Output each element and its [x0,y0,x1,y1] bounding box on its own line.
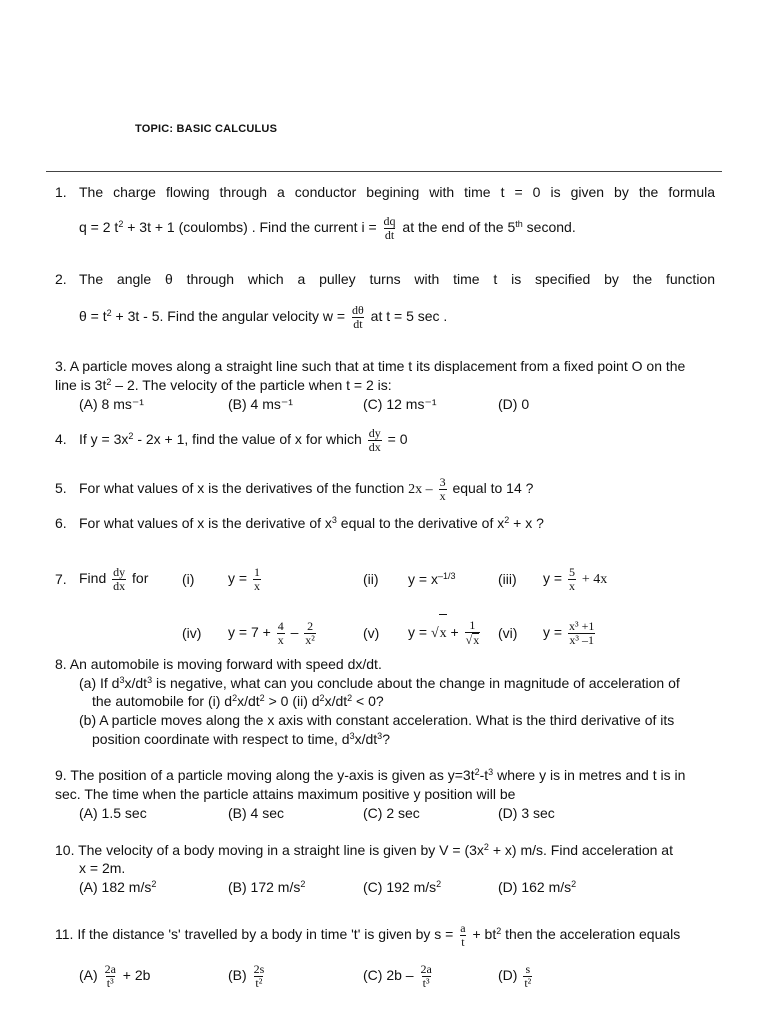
superscript: 2 [483,842,489,852]
question-text [55,767,685,783]
numerator: dθ [352,302,364,317]
fraction-dy-dx [368,427,382,454]
question-number: 2. [55,271,67,287]
numerator: 2 [307,618,314,633]
text: Find [79,570,107,586]
text: (C) 192 m/s [363,879,437,895]
text: < 0? [352,693,384,709]
header-divider [46,171,722,172]
part-iv-label: (iv) [182,625,202,641]
part-i-expression [228,560,263,596]
text: the automobile for (i) d [92,693,233,709]
radicand: x [473,633,480,648]
text: (A) [79,967,98,983]
denominator: √x [465,633,480,648]
text: 9. The position of a particle moving along the y-axis is given as y=3t [55,767,475,783]
option-a: (A) 8 ms⁻¹ [79,396,144,412]
text: y = [228,570,248,586]
part-ii-label: (ii) [363,571,379,587]
fraction [304,620,316,647]
superscript: 3 [147,675,153,685]
fraction-dtheta-dt [351,304,365,331]
text: x/dt [324,693,348,709]
denominator: dt [353,316,363,331]
text: for [132,570,149,586]
denominator: x [568,578,575,593]
superscript: 2 [232,693,238,703]
text: y = 7 + [228,624,271,640]
text: equal to the derivative of x [336,515,505,531]
text: + 3t + 1 (coulombs) . Find the current i = [123,219,377,235]
text: (B) 172 m/s [228,879,301,895]
part-ii-expression [408,571,456,587]
option-b: (B) 4 ms⁻¹ [228,396,293,412]
denominator: x [253,578,260,593]
question-text-part-a-cont [92,693,384,709]
denominator: t² [255,975,263,990]
superscript: 2 [319,693,325,703]
text: position coordinate with respect to time, d [92,731,350,747]
text: + x) m/s. Find acceleration at [488,842,673,858]
text: y = [543,570,563,586]
numerator: x³ +1 [568,618,595,633]
question-text-line2 [55,377,392,393]
superscript: –1/3 [437,571,456,581]
text: + 3t - 5. Find the angular velocity w = [111,308,346,324]
text: > 0 (ii) d [264,693,320,709]
expression: 2x – [408,482,433,497]
sqrt-expression: √x [431,626,447,641]
text: x/dt [354,731,378,747]
text: - 2x + 1, find the value of x for which [133,431,362,447]
text: For what values of x is the derivative of x [79,515,332,531]
fraction [104,963,117,990]
text: = 0 [383,431,408,447]
radicand: x [439,614,447,653]
text: at t = 5 sec . [366,308,448,324]
part-vi-expression [543,613,597,651]
fraction [253,566,261,593]
question-text [55,916,680,952]
denominator: dt [384,227,395,242]
denominator: t³ [422,975,430,990]
fraction [277,620,285,647]
text: – [290,624,299,640]
numerator: s [525,961,531,976]
numerator: 2a [420,961,432,976]
text: + bt [468,926,497,942]
denominator: t² [524,975,532,990]
option-d [498,879,576,895]
part-v-label: (v) [363,625,380,641]
question-text-line2: x = 2m. [79,860,126,876]
question-text-part-b: (b) A particle moves along the x axis with constant acceleration. What is the third derivative of its [79,712,675,728]
superscript: 2 [106,308,112,318]
superscript: th [515,219,523,229]
text: – 2. The velocity of the particle when t = 2 is: [111,377,392,393]
option-d: (D) 3 sec [498,805,555,821]
text: equal to 14 ? [448,480,534,496]
question-text: 8. An automobile is moving forward with speed dx/dt. [55,656,382,672]
option-b: (B) 4 sec [228,805,285,821]
question-text [55,842,673,858]
superscript: 3 [377,731,383,741]
text: (D) 162 m/s [498,879,572,895]
numerator: dq [383,213,396,228]
text: + 2b [122,967,151,983]
numerator: 5 [568,564,575,579]
denominator: x [277,632,284,647]
fraction-3-x [439,476,447,503]
part-iii-label: (iii) [498,571,517,587]
question-text: 3. A particle moves along a straight line such that at time t its displacement from a fixed point O on the [55,358,686,374]
part-iii-expression [543,560,607,598]
fraction [568,566,576,593]
expression: + 4x [581,572,608,587]
question-number: 4. [55,431,67,447]
denominator: t [461,934,465,949]
text: where y is in metres and t is in [493,767,686,783]
superscript: 2 [118,219,124,229]
question-text-part-a [79,675,680,691]
part-iv-expression [228,613,318,651]
question-7-intro [79,560,148,596]
superscript: 2 [106,377,112,387]
question-text [79,470,533,508]
text: + x ? [509,515,544,531]
denominator: x [439,488,446,503]
superscript: 2 [128,431,134,441]
text: (A) 182 m/s [79,879,152,895]
superscript: 2 [474,767,480,777]
option-c: (C) 12 ms⁻¹ [363,396,437,412]
fraction [465,619,481,647]
denominator: dx [368,439,381,454]
numerator: dy [113,564,126,579]
question-text [79,421,407,457]
question-text-line2 [79,210,576,244]
denominator: t³ [106,975,114,990]
text: ? [382,731,390,747]
text: at the end of the 5 [398,219,516,235]
text: (D) [498,967,518,983]
superscript: 2 [259,693,265,703]
option-a: (A) 1.5 sec [79,805,147,821]
fraction [419,963,432,990]
option-c [363,879,441,895]
text: If y = 3x [79,431,129,447]
numerator: 4 [277,618,284,633]
text: (B) [228,967,247,983]
text: then the acceleration equals [501,926,681,942]
superscript: 2 [436,879,442,889]
superscript: 2 [496,926,502,936]
superscript: 3 [331,515,337,525]
text: is negative, what can you conclude about the change in magnitude of acceleration of [152,675,680,691]
superscript: 2 [504,515,510,525]
option-c [363,956,435,994]
numerator: 3 [439,474,446,489]
text: θ = t [79,308,107,324]
superscript: 3 [488,767,494,777]
superscript: 2 [347,693,353,703]
question-text: The charge flowing through a conductor begining with time t = 0 is given by the formula [79,184,715,200]
text: x/dt [124,675,148,691]
numerator: 1 [469,618,476,633]
question-number: 7. [55,571,67,587]
option-d: (D) 0 [498,396,530,412]
numerator: dy [368,425,381,440]
superscript: 2 [571,879,577,889]
text: + [450,624,459,640]
text: 11. If the distance 's' travelled by a body in time 't' is given by s = [55,926,454,942]
text: 10. The velocity of a body moving in a straight line is given by V = (3x [55,842,484,858]
text: q = 2 t [79,219,119,235]
question-number: 6. [55,515,67,531]
superscript: 2 [300,879,306,889]
text: x/dt [237,693,260,709]
denominator: x² [305,632,315,647]
fraction [523,963,532,990]
part-vi-label: (vi) [498,625,518,641]
text: -t [479,767,489,783]
text: (a) If d [79,675,120,691]
numerator: 1 [253,564,260,579]
superscript: 3 [119,675,125,685]
text: line is 3t [55,377,107,393]
numerator: 2s [253,961,265,976]
text: For what values of x is the derivatives of the function [79,480,405,496]
question-text: The angle θ through which a pulley turns with time t is specified by the function [79,271,715,287]
numerator: a [460,920,466,935]
text: second. [522,219,576,235]
part-i-label: (i) [182,571,195,587]
superscript: 2 [151,879,157,889]
denominator: x³ –1 [569,632,594,647]
fraction-dq-dt [383,215,397,242]
fraction-a-t [459,922,466,949]
question-text [79,515,544,531]
question-number: 5. [55,480,67,496]
question-text-part-b-cont [92,731,390,747]
part-v-expression [408,613,482,653]
text: y = [408,624,428,640]
option-c: (C) 2 sec [363,805,420,821]
text: y = [543,624,563,640]
fraction [253,963,266,990]
superscript: 3 [349,731,355,741]
option-d [498,956,534,994]
question-number: 1. [55,184,67,200]
fraction [568,620,595,647]
page-topic: TOPIC: BASIC CALCULUS [135,123,278,135]
option-b [228,879,305,895]
denominator: dx [113,578,126,593]
question-text-line2: sec. The time when the particle attains maximum positive y position will be [55,786,516,802]
fraction-dy-dx [112,566,126,593]
option-a [79,879,156,895]
question-text-line2 [79,299,447,333]
option-b [228,956,267,994]
option-a [79,956,150,994]
numerator: 2a [104,961,116,976]
text: y = x [408,571,438,587]
text: (C) 2b – [363,967,414,983]
